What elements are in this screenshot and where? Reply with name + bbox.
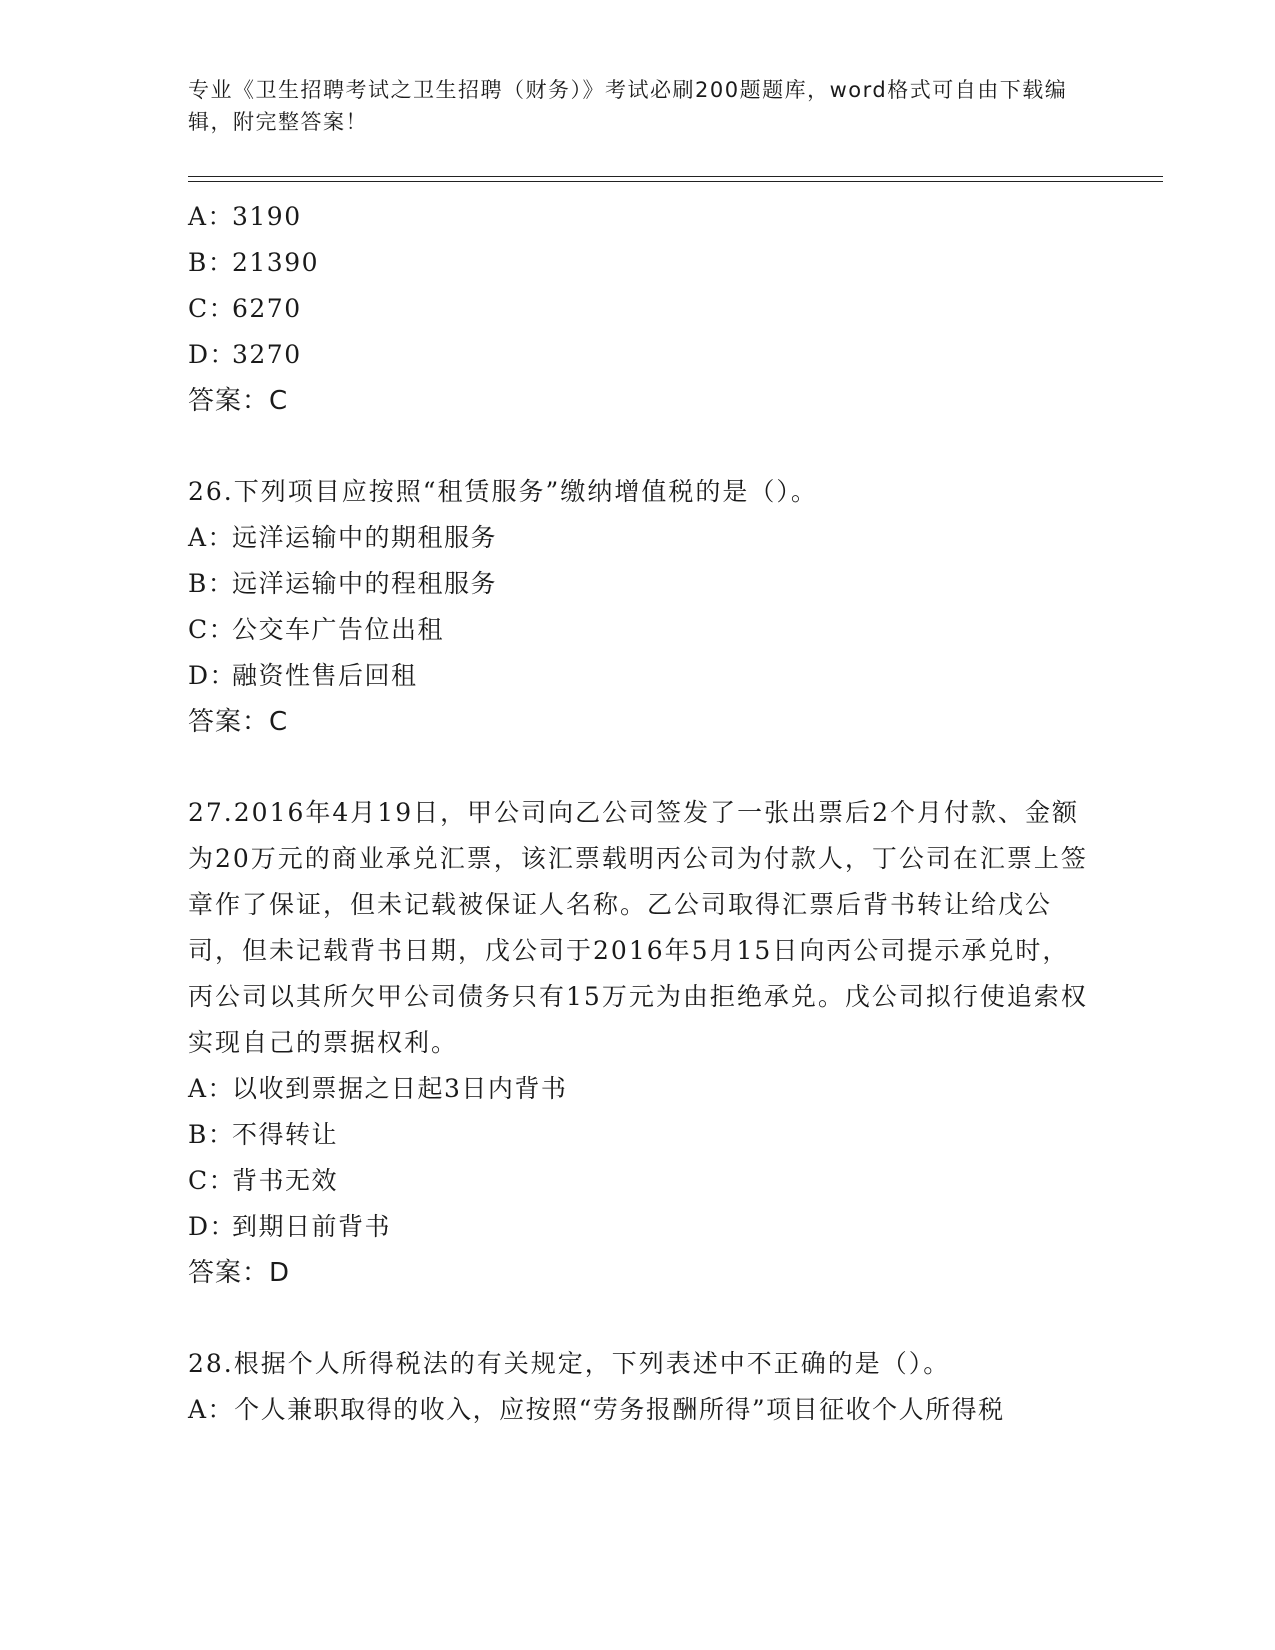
option-label: C： bbox=[188, 615, 236, 644]
option-label: C： bbox=[188, 1166, 236, 1195]
option-a bbox=[188, 515, 1088, 561]
option-d bbox=[188, 332, 1088, 378]
option-c bbox=[188, 286, 1088, 332]
option-text: 到期日前背书 bbox=[232, 1212, 392, 1241]
option-text: 3270 bbox=[232, 340, 302, 369]
option-text: 背书无效 bbox=[232, 1166, 339, 1195]
option-a bbox=[188, 194, 1088, 240]
option-c bbox=[188, 607, 1088, 653]
option-text: 6270 bbox=[232, 294, 302, 323]
question-26 bbox=[188, 469, 1088, 745]
option-a bbox=[188, 1066, 1088, 1112]
option-label: A： bbox=[188, 202, 235, 231]
option-label: A： bbox=[188, 523, 235, 552]
document-header: 专业《卫生招聘考试之卫生招聘（财务）》考试必刷200题题库，word格式可自由下载编辑，附完整答案！ bbox=[188, 78, 1068, 134]
option-b bbox=[188, 240, 1088, 286]
question-stem: 27.2016年4月19日，甲公司向乙公司签发了一张出票后2个月付款、金额为20万元的商业承兑汇票，该汇票载明丙公司为付款人，丁公司在汇票上签章作了保证，但未记载被保证人名称。乙公司取得汇票后背书转让给戊公司，但未记载背书日期，戊公司于2016年5月15日向丙公司提示承兑时，丙公司以其所欠甲公司债务只有15万元为由拒绝承兑。戊公司拟行使追索权实现自己的票据权利。 bbox=[188, 798, 1088, 1057]
option-label: B： bbox=[188, 569, 235, 598]
option-label: C： bbox=[188, 294, 236, 323]
option-label: B： bbox=[188, 1120, 235, 1149]
question-25 bbox=[188, 194, 1088, 424]
option-label: B： bbox=[188, 248, 235, 277]
answer-line bbox=[188, 699, 1088, 745]
option-label: D： bbox=[188, 661, 237, 690]
option-b bbox=[188, 1112, 1088, 1158]
answer-line bbox=[188, 378, 1088, 424]
answer-value: D bbox=[269, 1258, 291, 1288]
question-28 bbox=[188, 1341, 1088, 1433]
option-a bbox=[188, 1387, 1088, 1433]
answer-value: C bbox=[269, 707, 289, 737]
option-c bbox=[188, 1158, 1088, 1204]
option-text: 远洋运输中的程租服务 bbox=[232, 569, 498, 598]
option-text: 21390 bbox=[232, 248, 320, 277]
option-label: A： bbox=[188, 1395, 235, 1424]
option-text: 以收到票据之日起3日内背书 bbox=[232, 1074, 568, 1103]
option-text: 远洋运输中的期租服务 bbox=[232, 523, 498, 552]
header-rule-top bbox=[188, 176, 1163, 177]
question-stem: 28.根据个人所得税法的有关规定，下列表述中不正确的是（）。 bbox=[188, 1349, 951, 1378]
question-27 bbox=[188, 790, 1088, 1296]
option-d bbox=[188, 653, 1088, 699]
question-stem: 26.下列项目应按照“租赁服务”缴纳增值税的是（）。 bbox=[188, 477, 818, 506]
answer-label: 答案： bbox=[188, 707, 270, 737]
option-b bbox=[188, 561, 1088, 607]
question-content bbox=[188, 194, 1088, 1433]
option-label: D： bbox=[188, 1212, 237, 1241]
header-rule-bottom bbox=[188, 181, 1163, 182]
option-text: 3190 bbox=[232, 202, 302, 231]
option-text: 个人兼职取得的收入，应按照“劳务报酬所得”项目征收个人所得税 bbox=[234, 1395, 1005, 1424]
option-text: 公交车广告位出租 bbox=[232, 615, 445, 644]
option-label: D： bbox=[188, 340, 237, 369]
option-label: A： bbox=[188, 1074, 235, 1103]
option-text: 不得转让 bbox=[232, 1120, 339, 1149]
option-d bbox=[188, 1204, 1088, 1250]
answer-value: C bbox=[269, 386, 289, 416]
answer-label: 答案： bbox=[188, 386, 270, 416]
option-text: 融资性售后回租 bbox=[232, 661, 418, 690]
answer-line bbox=[188, 1250, 1088, 1296]
answer-label: 答案： bbox=[188, 1258, 270, 1288]
